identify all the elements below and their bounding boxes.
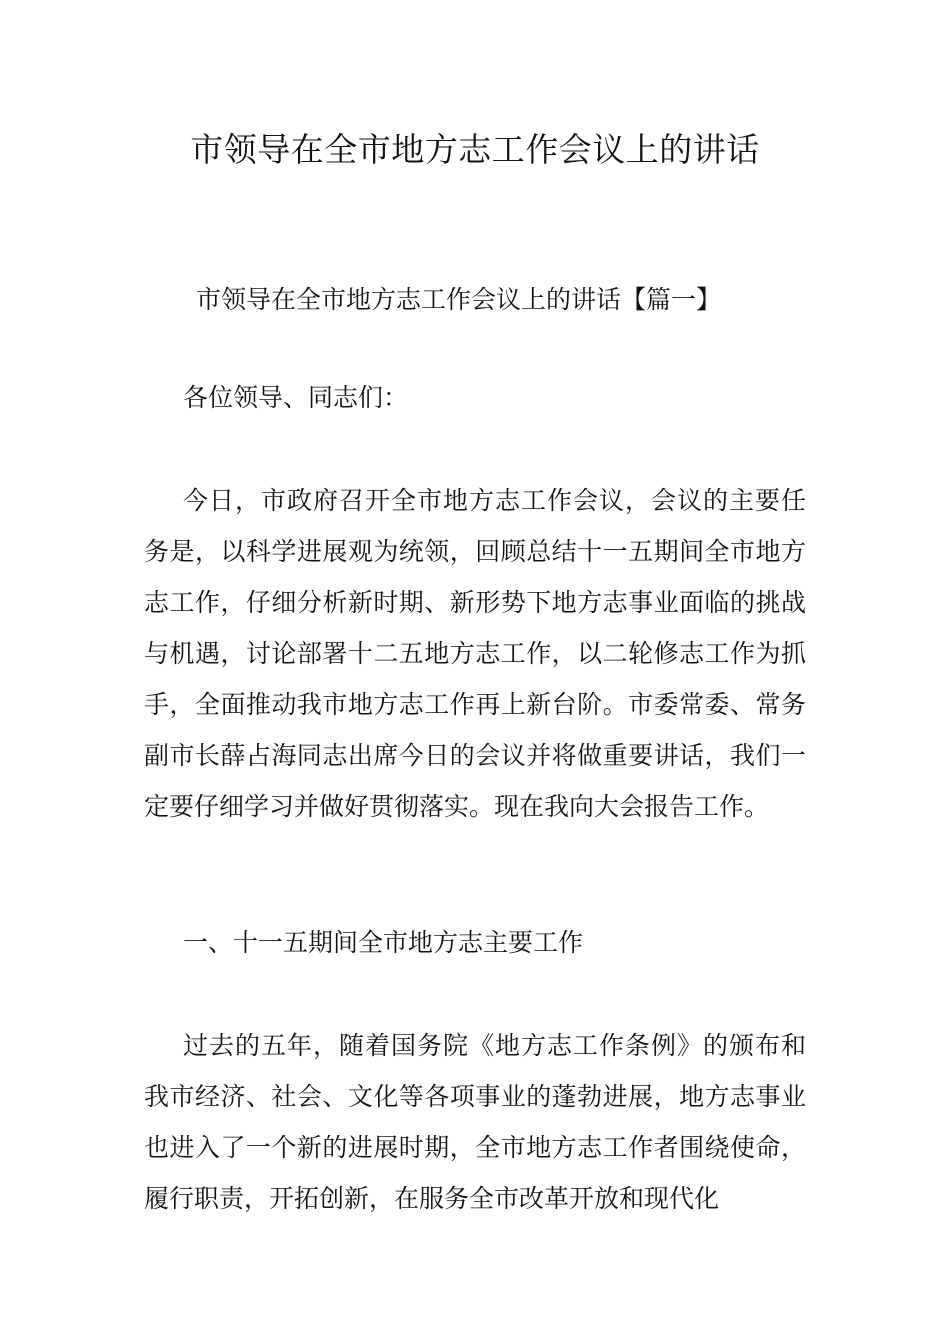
greeting: 各位领导、同志们： <box>183 383 409 412</box>
paragraph-review: 过去的五年，随着国务院《地方志工作条例》的颁布和我市经济、社会、文化等各项事业的蓬勃进展，地方志事业也进入了一个新的进展时期，全市地方志工作者围绕使命，履行职责，开拓创新，在服务全市改革开放和现代化 <box>144 1031 806 1213</box>
section-heading: 一、十一五期间全市地方志主要工作 <box>183 928 584 957</box>
paragraph-opening: 今日，市政府召开全市地方志工作会议，会议的主要任务是，以科学进展观为统领，回顾总结十一五期间全市地方志工作，仔细分析新时期、新形势下地方志事业面临的挑战与机遇，讨论部署十二五地方志工作，以二轮修志工作为抓手，全面推动我市地方志工作再上新台阶。市委常委、常务副市长薛占海同志出席今日的会议并将做重要讲话，我们一定要仔细学习并做好贯彻落实。现在我向大会报告工作。 <box>144 486 806 821</box>
document-title: 市领导在全市地方志工作会议上的讲话 <box>190 130 760 169</box>
document-subtitle: 市领导在全市地方志工作会议上的讲话【篇一】 <box>196 285 722 314</box>
